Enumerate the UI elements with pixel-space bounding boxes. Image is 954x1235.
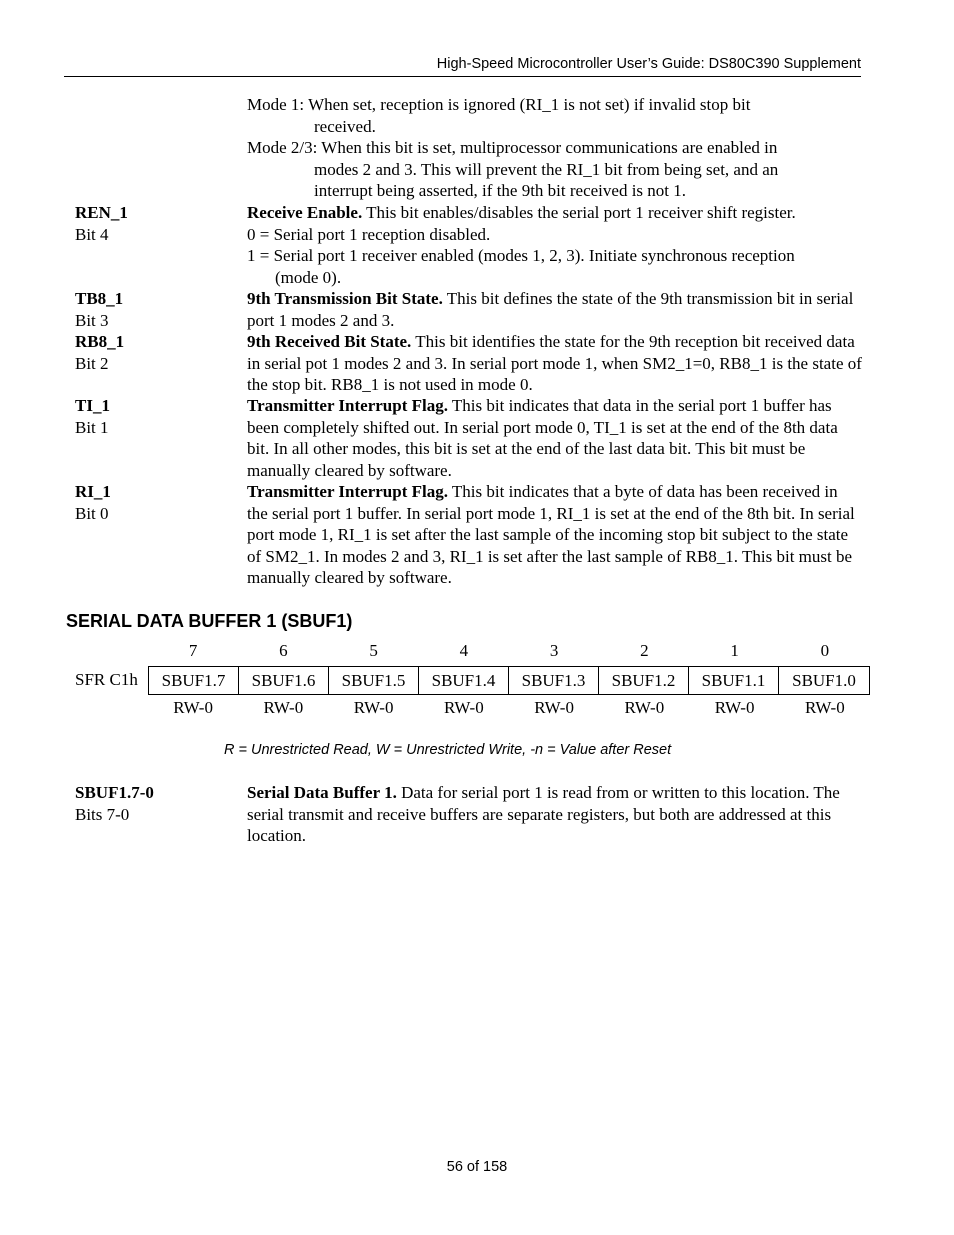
register-bit-cell: SBUF1.5 bbox=[329, 667, 419, 694]
reset-value: RW-0 bbox=[714, 698, 755, 717]
field-bit: Bit 4 bbox=[75, 224, 109, 244]
field-title: Transmitter Interrupt Flag. bbox=[247, 482, 448, 501]
reset-value: RW-0 bbox=[534, 698, 574, 717]
field-name: SBUF1.7-0 bbox=[75, 783, 154, 802]
field-title: 9th Transmission Bit State. bbox=[247, 289, 443, 308]
field-title: Receive Enable. bbox=[247, 203, 363, 222]
register-bit-cell: SBUF1.0 bbox=[792, 671, 856, 690]
field-description bbox=[247, 288, 862, 331]
field-description bbox=[247, 782, 862, 847]
field-ren bbox=[75, 202, 865, 288]
field-name: TI_1 bbox=[75, 396, 110, 415]
bit-numbers-row bbox=[148, 641, 870, 661]
field-ri bbox=[75, 481, 865, 589]
bit-number: 2 bbox=[640, 641, 649, 660]
register-bit-cell: SBUF1.2 bbox=[599, 667, 689, 694]
field-sbuf1 bbox=[75, 782, 865, 852]
field-text: This bit defines the state of the 9th transmission bit in serial port 1 modes 2 and 3. bbox=[247, 289, 854, 330]
mode1-line: Mode 1: When set, reception is ignored (RI_1 is not set) if invalid stop bit bbox=[247, 95, 751, 114]
page-number: 56 of 158 bbox=[446, 1159, 508, 1175]
mode1-cont: received. bbox=[314, 116, 376, 136]
field-bit: Bit 0 bbox=[75, 503, 109, 523]
reset-value: RW-0 bbox=[173, 698, 213, 717]
reset-value: RW-0 bbox=[624, 698, 665, 717]
field-text: This bit enables/disables the serial port 1 receiver shift register. bbox=[362, 203, 796, 222]
field-name: RB8_1 bbox=[75, 332, 125, 351]
bit-number: 4 bbox=[459, 641, 469, 660]
mode23-line: Mode 2/3: When this bit is set, multiprocessor communications are enabled in bbox=[247, 138, 778, 157]
field-ti bbox=[75, 395, 865, 481]
field-title: Serial Data Buffer 1. bbox=[247, 783, 397, 802]
field-description bbox=[247, 481, 862, 589]
register-bit-cell: SBUF1.3 bbox=[509, 667, 599, 694]
reset-value: RW-0 bbox=[805, 698, 845, 717]
register-bit-cell: SBUF1.1 bbox=[689, 667, 779, 694]
field-name: RI_1 bbox=[75, 482, 111, 501]
field-name: TB8_1 bbox=[75, 289, 124, 308]
field-description bbox=[247, 331, 862, 396]
field-name: REN_1 bbox=[75, 203, 128, 222]
field-text: This bit identifies the state for the 9th reception bit received data in serial pot 1 modes 2 and 3. In serial port mode 1, when SM2_1=0, RB8_1 is the state of the stop bit. RB8_1 is not used in mode 0. bbox=[247, 332, 862, 394]
option-1: 1 = Serial port 1 receiver enabled (modes 1, 2, 3). Initiate synchronous reception bbox=[247, 246, 795, 265]
register-bit-cell: SBUF1.7 bbox=[149, 667, 239, 694]
option-1-cont: (mode 0). bbox=[275, 267, 342, 287]
field-title: 9th Received Bit State. bbox=[247, 332, 412, 351]
field-text: Data for serial port 1 is read from or written to this location. The serial transmit and receive buffers are separate registers, but both are addressed at this location. bbox=[247, 783, 840, 845]
bit-number: 1 bbox=[730, 641, 739, 660]
mode23-cont2: interrupt being asserted, if the 9th bit received is not 1. bbox=[314, 181, 687, 200]
header-title: High-Speed Microcontroller User’s Guide: DS80C390 Supplement bbox=[436, 56, 861, 72]
field-text: This bit indicates that data in the serial port 1 buffer has been completely shifted out. In serial port mode 0, TI_1 is set at the end of the 8th data bit. In all other modes, this bit is set at the end of the last data bit. This bit must be manually cleared by software. bbox=[247, 396, 838, 480]
sfr-address-label: SFR C1h bbox=[75, 670, 138, 689]
field-bit: Bits 7-0 bbox=[75, 804, 130, 824]
field-tb8 bbox=[75, 288, 865, 331]
mode23-cont1: modes 2 and 3. This will prevent the RI_1 bit from being set, and an bbox=[314, 159, 779, 179]
field-bit: Bit 2 bbox=[75, 353, 109, 373]
field-description bbox=[247, 395, 862, 481]
reset-value: RW-0 bbox=[444, 698, 484, 717]
reset-value: RW-0 bbox=[263, 698, 304, 717]
section-title: SERIAL DATA BUFFER 1 (SBUF1) bbox=[66, 611, 353, 631]
register-table bbox=[148, 666, 870, 695]
field-rb8 bbox=[75, 331, 865, 396]
field-title: Transmitter Interrupt Flag. bbox=[247, 396, 448, 415]
reset-value: RW-0 bbox=[353, 698, 394, 717]
bit-number: 6 bbox=[279, 641, 288, 660]
register-legend: R = Unrestricted Read, W = Unrestricted Write, -n = Value after Reset bbox=[224, 742, 672, 758]
register-bit-cell: SBUF1.4 bbox=[419, 667, 509, 694]
bit-number: 3 bbox=[549, 641, 559, 660]
reset-values-row bbox=[148, 698, 870, 718]
bit-number: 5 bbox=[369, 641, 378, 660]
register-bit-cell: SBUF1.6 bbox=[239, 667, 329, 694]
field-bit: Bit 1 bbox=[75, 417, 109, 437]
bit-number: 7 bbox=[188, 641, 198, 660]
bit-number: 0 bbox=[820, 641, 830, 660]
option-0: 0 = Serial port 1 reception disabled. bbox=[247, 224, 491, 244]
field-text: This bit indicates that a byte of data has been received in the serial port 1 buffer. In serial port mode 1, RI_1 is set at the end of the 8th bit. In serial port mode 1, RI_1 is set after the last sample of the incoming stop bit subject to the state of SM2_1. In modes 2 and 3, RI_1 is set after the last sample of RB8_1. This bit must be manually cleared by software. bbox=[247, 482, 855, 587]
field-bit: Bit 3 bbox=[75, 310, 109, 330]
page-header bbox=[64, 56, 861, 77]
mode-continuation bbox=[247, 94, 778, 202]
field-description bbox=[247, 202, 862, 288]
